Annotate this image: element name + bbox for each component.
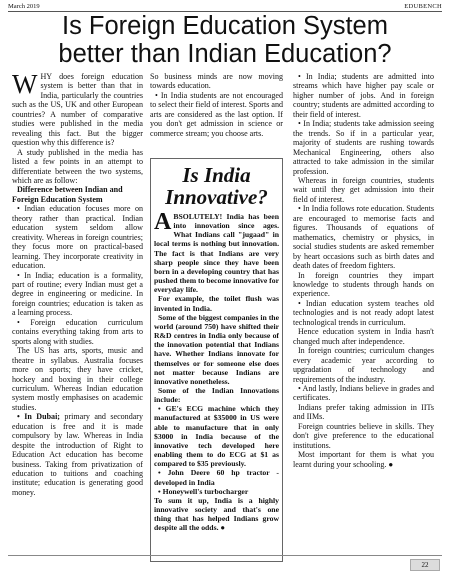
paragraph: • In India; students take admission seeing the trends. So if in a particular year, majority of students are rushing towards Mechanical Engineering, others also attracted to take admission in the similar profession.: [293, 119, 434, 176]
intro-paragraph: WHY does foreign education system is better than that in India, particularly the countries such as the US, UK and other European countries? A number of comparative studies were published in the media revealing this fact. But the bigger question why this difference is?: [12, 69, 143, 148]
paragraph: • In India; education is a formality, part of routine; every Indian must get a degree in engineering or medicine. In foreign countries; education is taken as a learning process.: [12, 270, 143, 318]
paragraph: Most important for them is what you learnt during your schooling. ●: [293, 450, 434, 469]
page-number: 22: [410, 559, 440, 571]
paragraph: The US has arts, sports, music and theatre in syllabus. Australia focuses more on sports; they have cricket, hockey and boxing in their college curriculum. Whereas Indian education system mostly emphasises on academic studies.: [12, 346, 143, 412]
paragraph: ABSOLUTELY! India has been into innovation since ages. What Indians call "jugaad" in local terms is nothing but innovation. The fact is that Indians are very sharp people since they have been born in a developing country that has pushed them to become innovative for everyday life.: [154, 209, 279, 295]
paragraph: • In Dubai; primary and secondary education is free and it is made compulsory by law. Whereas in India despite the introduction of Right to Education Act education has become business. Taking from privatization of education to tuitions and coaching institute; education is generating good money.: [12, 412, 144, 497]
article-title: [8, 12, 442, 68]
paragraph: For example, the toilet flush was invented in India.: [154, 294, 279, 313]
title-line-1: Is Foreign Education System: [62, 12, 388, 40]
paragraph: • In India follows rote education. Students are encouraged to memorise facts and figures. Thousands of equations of mathematics, chemistry or physics, in social studies students are asked remember by heart occasions such as birth dates and death dates of freedom fighters.: [293, 204, 434, 271]
paragraph: Hence education system in India hasn't changed much after independence.: [293, 327, 434, 346]
paragraph: Some of the biggest companies in the world (around 750) have shifted their R&D centres in India only because of the innovation potential that Indians have. Whether Indians innovate for themselves or for someone else does not matter because Indians are innovative nonetheless.: [154, 312, 279, 386]
paragraph: A study published in the media has listed a few points in an attempt to differentiate between the two systems, which are as follow:: [12, 147, 143, 185]
paragraph: • In India students are not encouraged to select their field of interest. Sports and arts are considered as the last option. If you don't get admission in science or commerce stream; you choose arts.: [150, 90, 283, 138]
paragraph: • Indian education focuses more on theory rather than practical. Indian education system seldom allow creativity. Whereas in foreign countries; they focus more on practical-based learning. They incorporate creativity in education.: [12, 204, 143, 271]
sidebar-body: [154, 209, 279, 533]
paragraph: Whereas in foreign countries, students wait until they get admission into their field of interest.: [293, 175, 434, 204]
paragraph: • Indian education system teaches old technologies and is not ready adopt latest technological trends in curriculum.: [293, 298, 434, 327]
subheading: Difference between Indian and Foreign Education System: [12, 185, 123, 204]
paragraph: • Foreign education curriculum contains everything taking from arts to sports along with studies.: [12, 317, 143, 346]
column-3: [293, 72, 434, 469]
paragraph: • GE's ECG machine which they manufactured at $35000 in US were able to manufacture that in only $3000 in India because of the innovative tech developed here enabling them to do ECG at $1 as compared to $35 previously.: [154, 404, 279, 469]
drop-cap: W: [12, 69, 38, 99]
sidebar-title: Is India Innovative?: [165, 163, 268, 209]
paragraph: • Honeywell's turbocharger: [158, 486, 249, 496]
issue-date: March 2019: [8, 3, 40, 10]
paragraph: • John Deere 60 hp tractor - developed in India: [154, 468, 279, 487]
paragraph: Some of the Indian Innovations include:: [154, 385, 279, 405]
paragraph: To sum it up, India is a highly innovative society and that's one thing that has helped Indians grow despite all the odds. ●: [154, 495, 279, 533]
paragraph: • And lastly, Indians believe in grades and certificates.: [293, 383, 434, 403]
drop-cap: A: [154, 209, 172, 235]
paragraph: • In India; students are admitted into streams which have higher pay scale or higher number of jobs. And in foreign country; students are admitted according to their field of interest.: [293, 72, 434, 119]
column-1: [12, 69, 144, 497]
paragraph: So business minds are now moving towards education.: [150, 72, 283, 91]
footer-rule: [8, 555, 442, 556]
paragraph: Foreign countries believe in skills. They don't give preference to the educational institutions.: [293, 421, 434, 450]
paragraph: In foreign countries; curriculum changes every academic year according to upgradation of technology and requirements of the industry.: [293, 346, 434, 384]
column-2: [150, 72, 283, 138]
publication-name: EDUBENCH: [404, 3, 442, 10]
title-line-2: better than Indian Education?: [58, 40, 392, 68]
paragraph: In foreign countries they impart knowledge to students through hands on experience.: [293, 270, 434, 299]
paragraph: Indians prefer taking admission in IITs and IIMs.: [293, 402, 434, 422]
sidebar-box: [150, 158, 283, 562]
